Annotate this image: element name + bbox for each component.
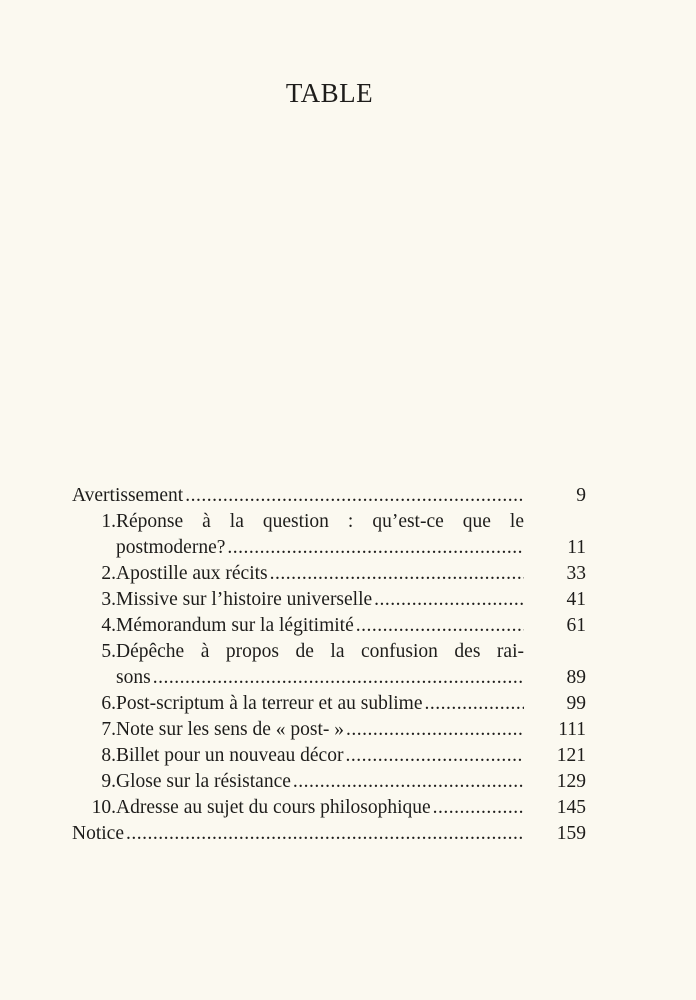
toc-page-number: 11 xyxy=(567,537,586,558)
toc-entry-text xyxy=(116,561,524,587)
toc-entry-text xyxy=(116,691,524,717)
toc-page-number: 41 xyxy=(566,589,586,610)
toc-entry-number: 7. xyxy=(101,719,116,740)
toc-entry-number: 6. xyxy=(101,693,116,714)
toc-entry-label-line2: sons xyxy=(116,667,151,688)
toc-entry-text xyxy=(116,587,524,613)
toc-entry-label: Missive sur l’histoire universelle xyxy=(116,589,373,610)
dot-leader xyxy=(227,535,524,561)
toc-entry-text xyxy=(72,483,524,509)
toc-page-number: 89 xyxy=(566,667,586,688)
toc-entry-label: Glose sur la résistance xyxy=(116,771,291,792)
toc-entry-label-line2: postmoderne? xyxy=(116,537,226,558)
dot-leader xyxy=(425,691,525,717)
toc-entry-label-line1: Dépêche à propos de la confusion des rai- xyxy=(116,641,524,662)
toc-page-number: 9 xyxy=(576,485,586,506)
toc-entry-number: 8. xyxy=(101,745,116,766)
toc-entry-text xyxy=(116,535,524,561)
toc-entry-number: 1. xyxy=(101,511,116,532)
toc-page-number: 121 xyxy=(556,745,586,766)
toc-entry-text xyxy=(116,795,524,821)
toc-entry-label: Notice xyxy=(72,823,124,844)
dot-leader xyxy=(126,821,524,847)
toc-page-number: 159 xyxy=(556,823,586,844)
toc-entry-label: Adresse au sujet du cours philosophique xyxy=(116,797,431,818)
dot-leader xyxy=(346,717,524,743)
toc-entry-4 xyxy=(72,613,586,639)
toc-entry-3 xyxy=(72,587,586,613)
toc-entry-6 xyxy=(72,691,586,717)
toc-entry-label: Apostille aux récits xyxy=(116,563,268,584)
toc-entry-label: Note sur les sens de « post- » xyxy=(116,719,345,740)
dot-leader xyxy=(433,795,524,821)
toc-entry-7 xyxy=(72,717,586,743)
dot-leader xyxy=(153,665,524,691)
toc-entry-number: 2. xyxy=(101,563,116,584)
toc-page-number: 129 xyxy=(556,771,586,792)
dot-leader xyxy=(374,587,524,613)
toc-entry-text xyxy=(116,769,524,795)
toc-entry-8 xyxy=(72,743,586,769)
toc-entry-text xyxy=(116,613,524,639)
toc-entry-text xyxy=(72,821,524,847)
toc-entry-number: 3. xyxy=(101,589,116,610)
toc-page-number: 99 xyxy=(566,693,586,714)
toc-entry-number: 10. xyxy=(91,797,116,818)
toc-entry-text xyxy=(116,717,524,743)
toc-entry-10 xyxy=(72,795,586,821)
dot-leader xyxy=(345,743,524,769)
toc-entry-notice xyxy=(72,821,586,847)
page-title: TABLE xyxy=(285,78,374,108)
toc-entry-label: Post-scriptum à la terreur et au sublime xyxy=(116,693,423,714)
toc-entry-1 xyxy=(72,509,586,535)
toc-entry-1-continued xyxy=(72,535,586,561)
dot-leader xyxy=(293,769,524,795)
toc-entry-label: Mémorandum sur la légitimité xyxy=(116,615,354,636)
dot-leader xyxy=(185,483,524,509)
toc-entry-2 xyxy=(72,561,586,587)
toc-entry-text xyxy=(116,665,524,691)
dot-leader xyxy=(270,561,524,587)
toc-page-number: 33 xyxy=(566,563,586,584)
toc-entry-5 xyxy=(72,639,586,665)
toc-entry-avertissement xyxy=(72,483,586,509)
toc-entry-label: Avertissement xyxy=(72,485,184,506)
toc-entry-number: 5. xyxy=(101,641,116,662)
toc-entry-number: 4. xyxy=(101,615,116,636)
toc-entry-5-continued xyxy=(72,665,586,691)
toc-entry-text xyxy=(116,743,524,769)
toc-page-number: 145 xyxy=(556,797,586,818)
dot-leader xyxy=(356,613,524,639)
toc-entry-label: Billet pour un nouveau décor xyxy=(116,745,344,766)
toc-page-number: 61 xyxy=(566,615,586,636)
toc-entry-9 xyxy=(72,769,586,795)
table-of-contents xyxy=(72,483,586,847)
toc-entry-label-line1: Réponse à la question : qu’est-ce que le xyxy=(116,511,524,532)
toc-entry-number: 9. xyxy=(101,771,116,792)
toc-page-number: 111 xyxy=(558,719,586,740)
